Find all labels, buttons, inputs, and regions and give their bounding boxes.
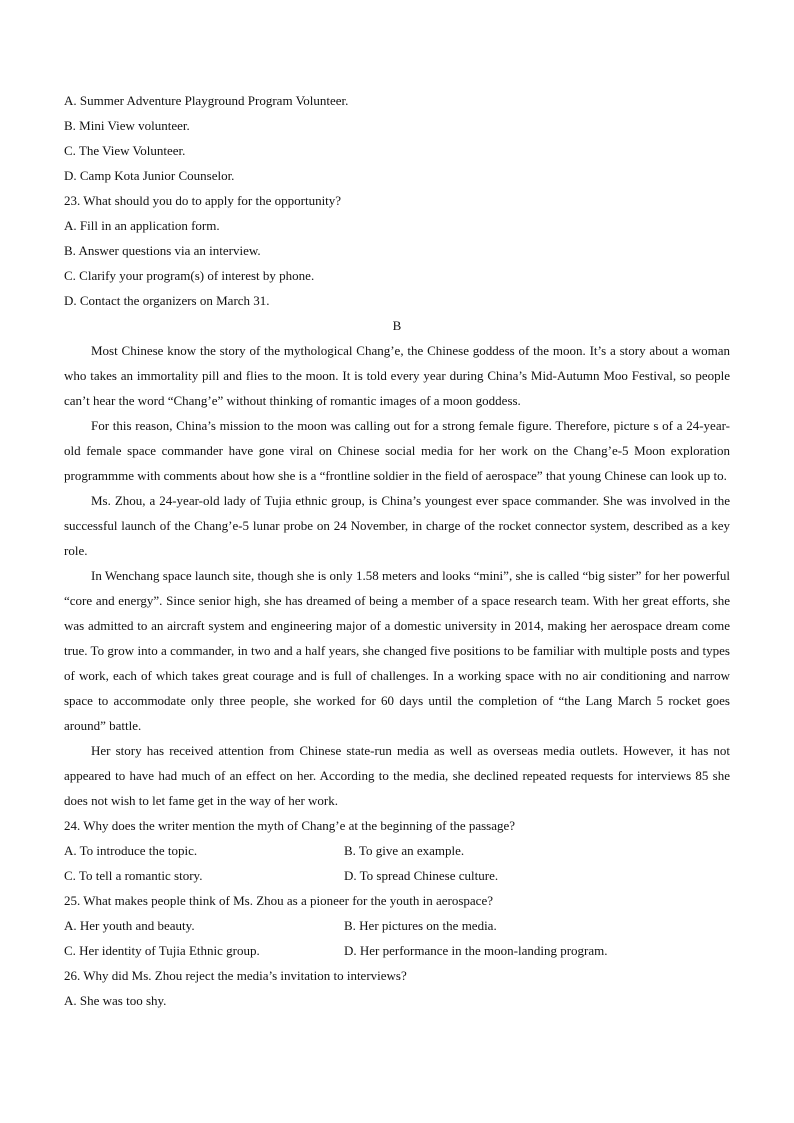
passage-paragraph-1: Most Chinese know the story of the mythological Chang’e, the Chinese goddess of the moon. It’s a story about a woman who takes an immortality pill and flies to the moon. It is told every year during China’s Mid-Autumn Moo Festival, so people can’t hear the word “Chang’e” without thinking of romantic images of a moon goddess. [64, 343, 730, 408]
q25-options-row-1 [64, 913, 730, 938]
q22-option-a: A. Summer Adventure Playground Program Volunteer. [64, 93, 349, 108]
question-23 [64, 188, 730, 313]
passage-paragraph-4: In Wenchang space launch site, though she is only 1.58 meters and looks “mini”, she is called “big sister” for her powerful “core and energy”. Since senior high, she has dreamed of being a member of a space research team. With her great efforts, she was admitted to an aircraft system and engineering major of a domestic university in 2014, making her aerospace dream come true. To grow into a commander, in two and a half years, she changed five positions to be familiar with multiple posts and types of work, each of which takes great courage and is full of challenges. In a working space with no air conditioning and narrow space to accommodate only three people, she worked for 60 days until the completion of “the Lang March 5 rocket goes around” battle. [64, 568, 730, 733]
q26-option-a: A. She was too shy. [64, 993, 167, 1008]
q25-option-b: B. Her pictures on the media. [344, 918, 497, 933]
q24-option-d: D. To spread Chinese culture. [344, 868, 499, 883]
q22-option-b: B. Mini View volunteer. [64, 118, 190, 133]
q24-option-a: A. To introduce the topic. [64, 843, 198, 858]
passage-paragraph-5: Her story has received attention from Chinese state-run media as well as overseas media outlets. However, it has not appeared to have had much of an effect on her. According to the media, she declined repeated requests for interviews 85 she does not wish to let fame get in the way of her work. [64, 743, 730, 808]
reading-passage [64, 338, 730, 813]
q25-options-row-2 [64, 938, 730, 963]
question-25 [64, 888, 730, 963]
q23-option-b: B. Answer questions via an interview. [64, 243, 261, 258]
q24-options-row-1 [64, 838, 730, 863]
q24-option-b: B. To give an example. [344, 843, 465, 858]
q24-options-row-2 [64, 863, 730, 888]
question-24-text: 24. Why does the writer mention the myth of Chang’e at the beginning of the passage? [64, 818, 516, 833]
q25-option-c: C. Her identity of Tujia Ethnic group. [64, 943, 260, 958]
q24-option-c: C. To tell a romantic story. [64, 868, 203, 883]
section-heading: B [392, 318, 402, 333]
q23-option-d: D. Contact the organizers on March 31. [64, 293, 270, 308]
q22-options [64, 88, 730, 188]
question-26 [64, 963, 730, 1013]
passage-paragraph-2: For this reason, China’s mission to the moon was calling out for a strong female figure. Therefore, picture s of a 24-year-old female space commander have gone viral on Chinese social media for her work on the Chang’e-5 Moon exploration programmme with comments about how she is a “frontline soldier in the field of aerospace” that young Chinese can look up to. [64, 418, 730, 483]
q22-option-c: C. The View Volunteer. [64, 143, 186, 158]
question-24 [64, 813, 730, 888]
question-23-text: 23. What should you do to apply for the opportunity? [64, 193, 342, 208]
q25-option-d: D. Her performance in the moon-landing program. [344, 943, 608, 958]
q25-option-a: A. Her youth and beauty. [64, 918, 195, 933]
q23-option-c: C. Clarify your program(s) of interest by phone. [64, 268, 315, 283]
q23-option-a: A. Fill in an application form. [64, 218, 220, 233]
passage-paragraph-3: Ms. Zhou, a 24-year-old lady of Tujia ethnic group, is China’s youngest ever space commander. She was involved in the successful launch of the Chang’e-5 lunar probe on 24 November, in charge of the rocket connector system, described as a key role. [64, 493, 730, 558]
page-content [64, 88, 730, 1013]
question-25-text: 25. What makes people think of Ms. Zhou as a pioneer for the youth in aerospace? [64, 893, 493, 908]
question-26-text: 26. Why did Ms. Zhou reject the media’s invitation to interviews? [64, 968, 407, 983]
q22-option-d: D. Camp Kota Junior Counselor. [64, 168, 235, 183]
